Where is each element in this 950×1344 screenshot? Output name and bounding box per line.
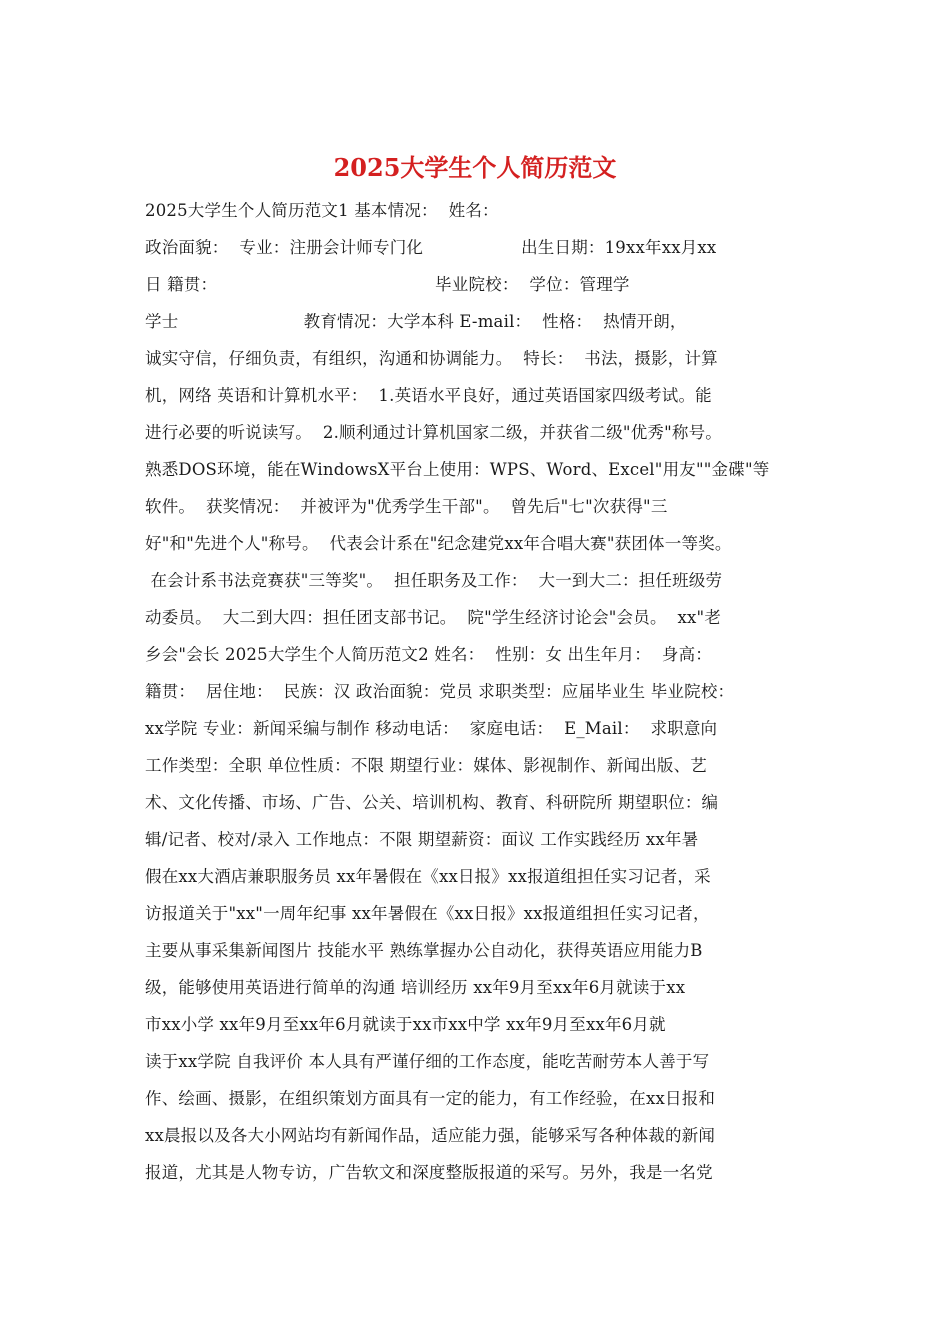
document-title: 2025大学生个人简历范文 xyxy=(333,153,617,182)
body-line: 辑/记者、校对/录入 工作地点：不限 期望薪资：面议 工作实践经历 xx年暑 xyxy=(145,830,699,849)
body-line: 机，网络 英语和计算机水平： 1.英语水平良好，通过英语国家四级考试。能 xyxy=(145,386,712,405)
body-line: 日 籍贯： 毕业院校： 学位：管理学 xyxy=(145,275,630,294)
body-line: 级，能够使用英语进行简单的沟通 培训经历 xx年9月至xx年6月就读于xx xyxy=(145,978,686,997)
body-line: 主要从事采集新闻图片 技能水平 熟练掌握办公自动化，获得英语应用能力B xyxy=(145,941,703,960)
body-line: 市xx小学 xx年9月至xx年6月就读于xx市xx中学 xx年9月至xx年6月就 xyxy=(145,1015,666,1034)
body-line: xx学院 专业：新闻采编与制作 移动电话： 家庭电话： E_Mail： 求职意向 xyxy=(145,719,718,738)
body-line: 乡会"会长 2025大学生个人简历范文2 姓名： 性别：女 出生年月： 身高： xyxy=(145,645,712,664)
body-line: 访报道关于"xx"一周年纪事 xx年暑假在《xx日报》xx报道组担任实习记者， xyxy=(145,904,710,923)
document-body xyxy=(145,198,817,1197)
body-line: 读于xx学院 自我评价 本人具有严谨仔细的工作态度，能吃苦耐劳本人善于写 xyxy=(145,1052,710,1071)
body-line: 假在xx大酒店兼职服务员 xx年暑假在《xx日报》xx报道组担任实习记者，采 xyxy=(145,867,711,886)
body-line: xx晨报以及各大小网站均有新闻作品，适应能力强，能够采写各种体裁的新闻 xyxy=(145,1126,716,1145)
body-line: 动委员。 大二到大四：担任团支部书记。 院"学生经济讨论会"会员。 xx"老 xyxy=(145,608,722,627)
body-line: 工作类型：全职 单位性质：不限 期望行业：媒体、影视制作、新闻出版、艺 xyxy=(145,756,707,775)
body-line: 诚实守信，仔细负责，有组织，沟通和协调能力。 特长： 书法，摄影，计算 xyxy=(145,349,718,368)
body-line: 熟悉DOS环境，能在WindowsX平台上使用：WPS、Word、Excel"用友""金碟"等 xyxy=(145,460,770,479)
body-line: 学士 教育情况：大学本科 E-mail： 性格： 热情开朗， xyxy=(145,312,687,331)
body-line: 报道，尤其是人物专访，广告软文和深度整版报道的采写。另外，我是一名党 xyxy=(145,1163,713,1182)
body-line: 政治面貌： 专业：注册会计师专门化 出生日期：19xx年xx月xx xyxy=(145,238,717,257)
body-line: 好"和"先进个人"称号。 代表会计系在"纪念建党xx年合唱大赛"获团体一等奖。 xyxy=(145,534,732,553)
body-line: 作、绘画、摄影，在组织策划方面具有一定的能力，有工作经验，在xx日报和 xyxy=(145,1089,716,1108)
body-line: 进行必要的听说读写。 2.顺利通过计算机国家二级，并获省二级"优秀"称号。 xyxy=(145,423,723,442)
body-line: 术、文化传播、市场、广告、公关、培训机构、教育、科研院所 期望职位：编 xyxy=(145,793,719,812)
body-line: 2025大学生个人简历范文1 基本情况： 姓名： xyxy=(145,201,499,220)
body-line: 籍贯： 居住地： 民族：汉 政治面貌：党员 求职类型：应届毕业生 毕业院校： xyxy=(145,682,735,701)
body-line: 在会计系书法竞赛获"三等奖"。 担任职务及工作： 大一到大二：担任班级劳 xyxy=(145,571,723,590)
body-line: 软件。 获奖情况： 并被评为"优秀学生干部"。 曾先后"七"次获得"三 xyxy=(145,497,668,516)
